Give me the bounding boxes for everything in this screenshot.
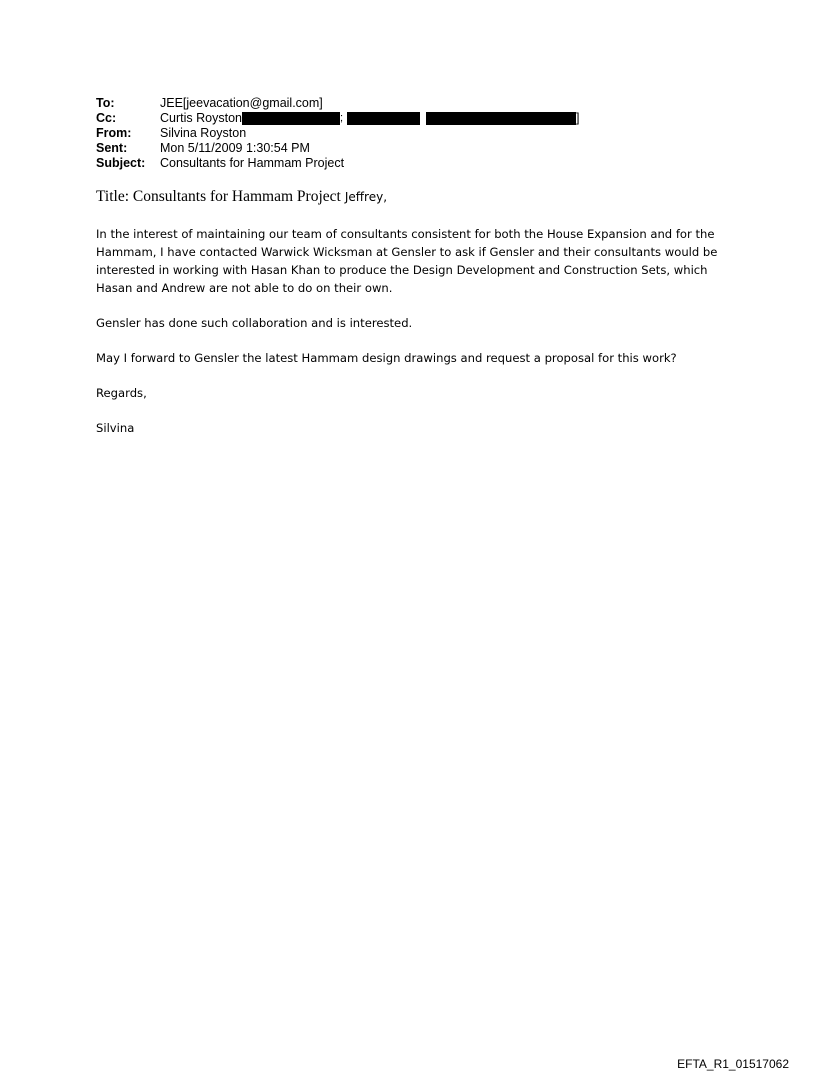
redaction-bar <box>242 112 340 125</box>
to-value: JEE[jeevacation@gmail.com] <box>160 96 323 110</box>
redaction-bar <box>347 112 420 125</box>
message-title-line <box>96 188 387 206</box>
salutation: Jeffrey, <box>344 190 388 204</box>
sent-label: Sent: <box>96 141 128 155</box>
to-row <box>96 96 580 111</box>
sent-value: Mon 5/11/2009 1:30:54 PM <box>160 141 310 155</box>
message-title: Title: Consultants for Hammam Project <box>96 188 341 205</box>
from-label: From: <box>96 126 132 140</box>
cc-value: Curtis Royston <box>160 111 242 125</box>
cc-row <box>96 111 580 126</box>
sent-row <box>96 141 580 156</box>
to-label: To: <box>96 96 115 110</box>
message-body <box>96 225 736 454</box>
cc-separator: ; <box>339 112 344 124</box>
cc-label: Cc: <box>96 111 117 125</box>
from-value: Silvina Royston <box>160 126 247 140</box>
document-id: EFTA_R1_01517062 <box>677 1057 789 1071</box>
closing: Regards, <box>96 386 147 400</box>
subject-row <box>96 156 580 171</box>
cc-value-group <box>160 111 580 126</box>
redaction-bar <box>426 112 576 125</box>
cc-closing: ] <box>576 111 580 125</box>
subject-value: Consultants for Hammam Project <box>160 156 345 170</box>
subject-label: Subject: <box>96 156 146 170</box>
from-row <box>96 126 580 141</box>
body-paragraph: In the interest of maintaining our team of consultants consistent for both the House Expansion and for the Hammam, I have contacted Warwick Wicksman at Gensler to ask if Gensler and their consultants would be interested in working with Hasan Khan to produce the Design Development and Construction Sets, which Hasan and Andrew are not able to do on their own. <box>96 227 718 295</box>
signature: Silvina <box>96 421 135 435</box>
body-paragraph: May I forward to Gensler the latest Hammam design drawings and request a proposal for this work? <box>96 351 677 365</box>
email-header <box>96 96 580 171</box>
body-paragraph: Gensler has done such collaboration and is interested. <box>96 316 413 330</box>
